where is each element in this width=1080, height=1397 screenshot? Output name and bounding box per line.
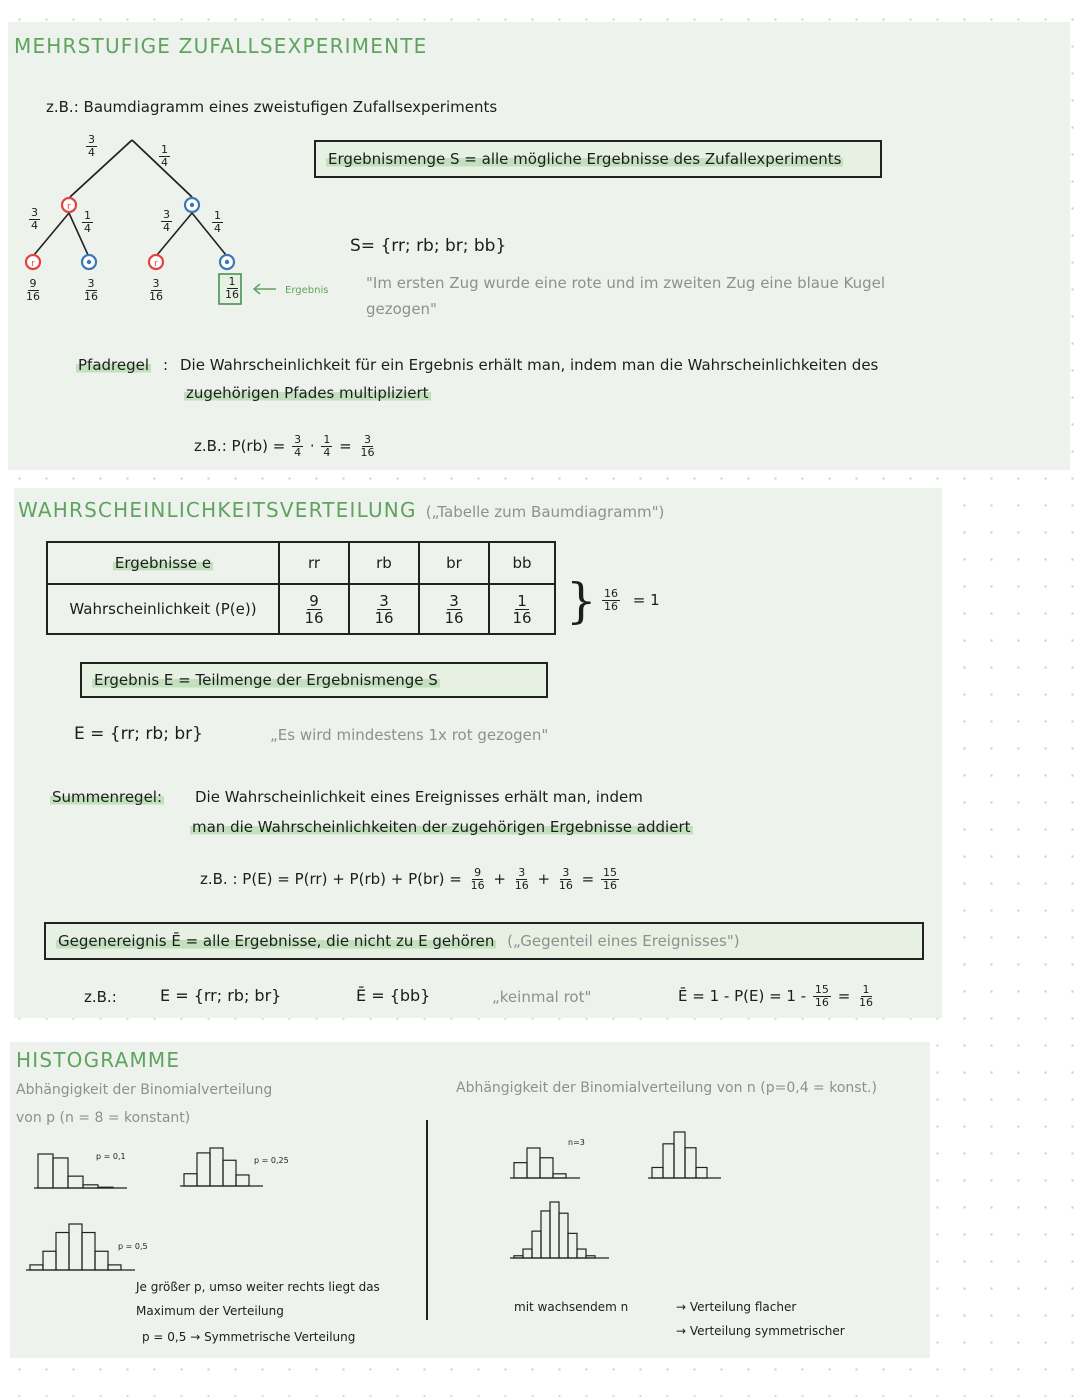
section-title-mehrstufig: MEHRSTUFIGE ZUFALLSEXPERIMENTE (14, 34, 428, 58)
gegen-ebar-set: Ē = {bb} (356, 986, 431, 1005)
gegen-e-set: E = {rr; rb; br} (160, 986, 282, 1005)
node-r-level1 (62, 198, 76, 212)
tree-diagram (14, 125, 344, 325)
summenregel-text-1: Die Wahrscheinlichkeit eines Ereignisses erhält man, indem (195, 788, 643, 806)
hist-n-mid-bar-2 (674, 1132, 685, 1178)
summenregel-example: z.B. : P(E) = P(rr) + P(rb) + P(br) = $\frac{9}{16}$ + $\frac{3}{16}$ + $\frac{3}{16}$ = $\frac{15}{16}$ (200, 866, 617, 892)
table-cell-rr: rr (279, 542, 349, 584)
leaf-result-bb: $\frac{1}{16}$ (225, 275, 239, 301)
pfadregel-text-2: zugehörigen Pfades multipliziert (186, 384, 429, 402)
n-label: n=3 (568, 1138, 585, 1147)
table-prob-rb: $\frac{3}{16}$ (349, 584, 419, 634)
prob-top-left: $\frac{3}{4}$ (88, 133, 95, 159)
hist-n-small-bar-2 (540, 1158, 553, 1178)
svg-text:r: r (154, 259, 158, 269)
gegen-quote: „keinmal rot" (492, 988, 592, 1006)
hist-p01 (34, 1140, 144, 1204)
hist-n-small (510, 1130, 610, 1194)
hist-p05-bar-0 (30, 1265, 43, 1270)
leaf-result-rr: $\frac{9}{16}$ (26, 277, 40, 303)
prob-right-a: $\frac{3}{4}$ (163, 208, 170, 234)
hist-n-large-bar-7 (577, 1249, 586, 1258)
hist-n-large-bar-3 (541, 1211, 550, 1258)
hist-n-mid-bar-1 (663, 1144, 674, 1178)
ergebnismenge-box (314, 140, 882, 178)
hist-n-mid-bar-4 (696, 1167, 707, 1178)
s-quote: "Im ersten Zug wurde eine rote und im zweiten Zug eine blaue Kugel gezogen" (366, 274, 886, 318)
hist-n-large-bar-2 (532, 1231, 541, 1258)
right-note-2: → Verteilung flacher (676, 1300, 797, 1314)
hist-p01-bar-1 (53, 1158, 68, 1188)
ergebnismenge-text: Ergebnismenge S = alle mögliche Ergebnisse des Zufallexperiments (328, 150, 842, 168)
table-row-ergebnisse (47, 542, 555, 584)
table-prob-rr: $\frac{9}{16}$ (279, 584, 349, 634)
left-note-1: Je größer p, umso weiter rechts liegt das (136, 1280, 380, 1294)
pfadregel-colon: : (163, 356, 169, 374)
left-heading-1: Abhängigkeit der Binomialverteilung (16, 1082, 273, 1098)
summenregel-label: Summenregel: (52, 788, 163, 806)
left-heading-2: von p (n = 8 = konstant) (16, 1110, 191, 1126)
right-note-1: mit wachsendem n (514, 1300, 629, 1314)
hist-n-small-bar-1 (527, 1148, 540, 1178)
gegen-example-prefix: z.B.: (84, 988, 117, 1006)
hist-p025-bar-3 (223, 1160, 236, 1186)
hist-p05-bar-1 (43, 1251, 56, 1270)
p-label-05: p = 0,5 (118, 1242, 148, 1251)
node-r-rr (26, 255, 40, 269)
right-note-3: → Verteilung symmetrischer (676, 1324, 845, 1338)
hist-p025 (180, 1138, 290, 1202)
sum-brace: } (566, 573, 597, 629)
pfadregel-example: z.B.: P(rb) = $\frac{3}{4}$ · $\frac{1}{4}$ = $\frac{3}{16}$ (194, 433, 375, 459)
table-header-wahrscheinlichkeit: Wahrscheinlichkeit (P(e)) (47, 584, 279, 634)
ergebnis-label: Ergebnis (285, 285, 329, 296)
hist-n-large (510, 1190, 630, 1274)
section-title-histogramme: HISTOGRAMME (16, 1048, 181, 1072)
table-prob-br: $\frac{3}{16}$ (419, 584, 489, 634)
table-cell-br: br (419, 542, 489, 584)
prob-top-right: $\frac{1}{4}$ (161, 143, 168, 169)
verteilung-table (46, 541, 556, 635)
hist-p01-bar-0 (38, 1154, 53, 1188)
left-note-2: Maximum der Verteilung (136, 1304, 284, 1318)
hist-p025-bar-0 (184, 1174, 197, 1186)
hist-n-small-bar-0 (514, 1163, 527, 1178)
hist-p05-bar-5 (95, 1251, 108, 1270)
e-set: E = {rr; rb; br} (74, 724, 203, 744)
hist-p01-bar-2 (68, 1176, 83, 1188)
prob-right-b: $\frac{1}{4}$ (214, 209, 221, 235)
hist-n-large-bar-6 (568, 1233, 577, 1258)
hist-n-mid-bar-3 (685, 1148, 696, 1178)
gegenereignis-box: Gegenereignis Ē = alle Ergebnisse, die nicht zu E gehören („Gegenteil eines Ereignisses") (44, 922, 924, 960)
node-b-level1 (185, 198, 199, 212)
hist-p025-bar-2 (210, 1148, 223, 1186)
hist-n-large-bar-1 (523, 1249, 532, 1258)
verteilung-title-note: („Tabelle zum Baumdiagramm") (425, 503, 665, 521)
table-cell-bb: bb (489, 542, 555, 584)
hist-p025-bar-1 (197, 1153, 210, 1186)
pfadregel-text-1: Die Wahrscheinlichkeit für ein Ergebnis erhält man, indem man die Wahrscheinlichkeiten des (180, 356, 879, 374)
table-row-wahrscheinlichkeit (47, 584, 555, 634)
p-label-025: p = 0,25 (254, 1156, 289, 1165)
hist-p05-bar-6 (108, 1265, 121, 1270)
pfadregel-label: Pfadregel (78, 356, 150, 374)
table-cell-rb: rb (349, 542, 419, 584)
left-note-3: p = 0,5 → Symmetrische Verteilung (142, 1330, 356, 1344)
gegenereignis-note: („Gegenteil eines Ereignisses") (507, 932, 740, 950)
s-set: S= {rr; rb; br; bb} (350, 236, 507, 256)
section-title-verteilung: WAHRSCHEINLICHKEITSVERTEILUNG („Tabelle zum Baumdiagramm") (18, 498, 665, 522)
ereignis-box: Ergebnis E = Teilmenge der Ergebnismenge S (80, 662, 548, 698)
hist-p025-bar-4 (236, 1175, 249, 1186)
hist-p05-bar-2 (56, 1233, 69, 1270)
prob-left-b: $\frac{1}{4}$ (84, 209, 91, 235)
column-divider (426, 1120, 428, 1320)
example-intro: z.B.: Baumdiagramm eines zweistufigen Zufallsexperiments (46, 98, 498, 116)
node-b-bb (220, 255, 234, 269)
right-heading: Abhängigkeit der Binomialverteilung von n (p=0,4 = konst.) (456, 1080, 877, 1096)
node-r-br (149, 255, 163, 269)
leaf-result-rb: $\frac{3}{16}$ (84, 277, 98, 303)
hist-n-large-bar-4 (550, 1202, 559, 1258)
hist-n-large-bar-5 (559, 1213, 568, 1258)
svg-text:r: r (67, 202, 71, 212)
hist-p05-bar-4 (82, 1233, 95, 1270)
hist-n-mid-bar-0 (652, 1167, 663, 1178)
prob-left-a: $\frac{3}{4}$ (31, 206, 38, 232)
hist-p05-bar-3 (69, 1224, 82, 1270)
e-quote: „Es wird mindestens 1x rot gezogen" (270, 726, 549, 744)
hist-n-mid (648, 1120, 748, 1194)
gegen-calc: Ē = 1 - P(E) = 1 - $\frac{15}{16}$ = $\frac{1}{16}$ (678, 983, 874, 1009)
table-header-ergebnisse: Ergebnisse e (47, 542, 279, 584)
svg-text:r: r (31, 259, 35, 269)
table-prob-bb: $\frac{1}{16}$ (489, 584, 555, 634)
p-label-01: p = 0,1 (96, 1152, 126, 1161)
leaf-result-br: $\frac{3}{16}$ (149, 277, 163, 303)
summenregel-text-2: man die Wahrscheinlichkeiten der zugehörigen Ergebnisse addiert (192, 818, 691, 836)
node-b-rb (82, 255, 96, 269)
sum-result: $\frac{16}{16}$ = 1 (604, 587, 660, 613)
